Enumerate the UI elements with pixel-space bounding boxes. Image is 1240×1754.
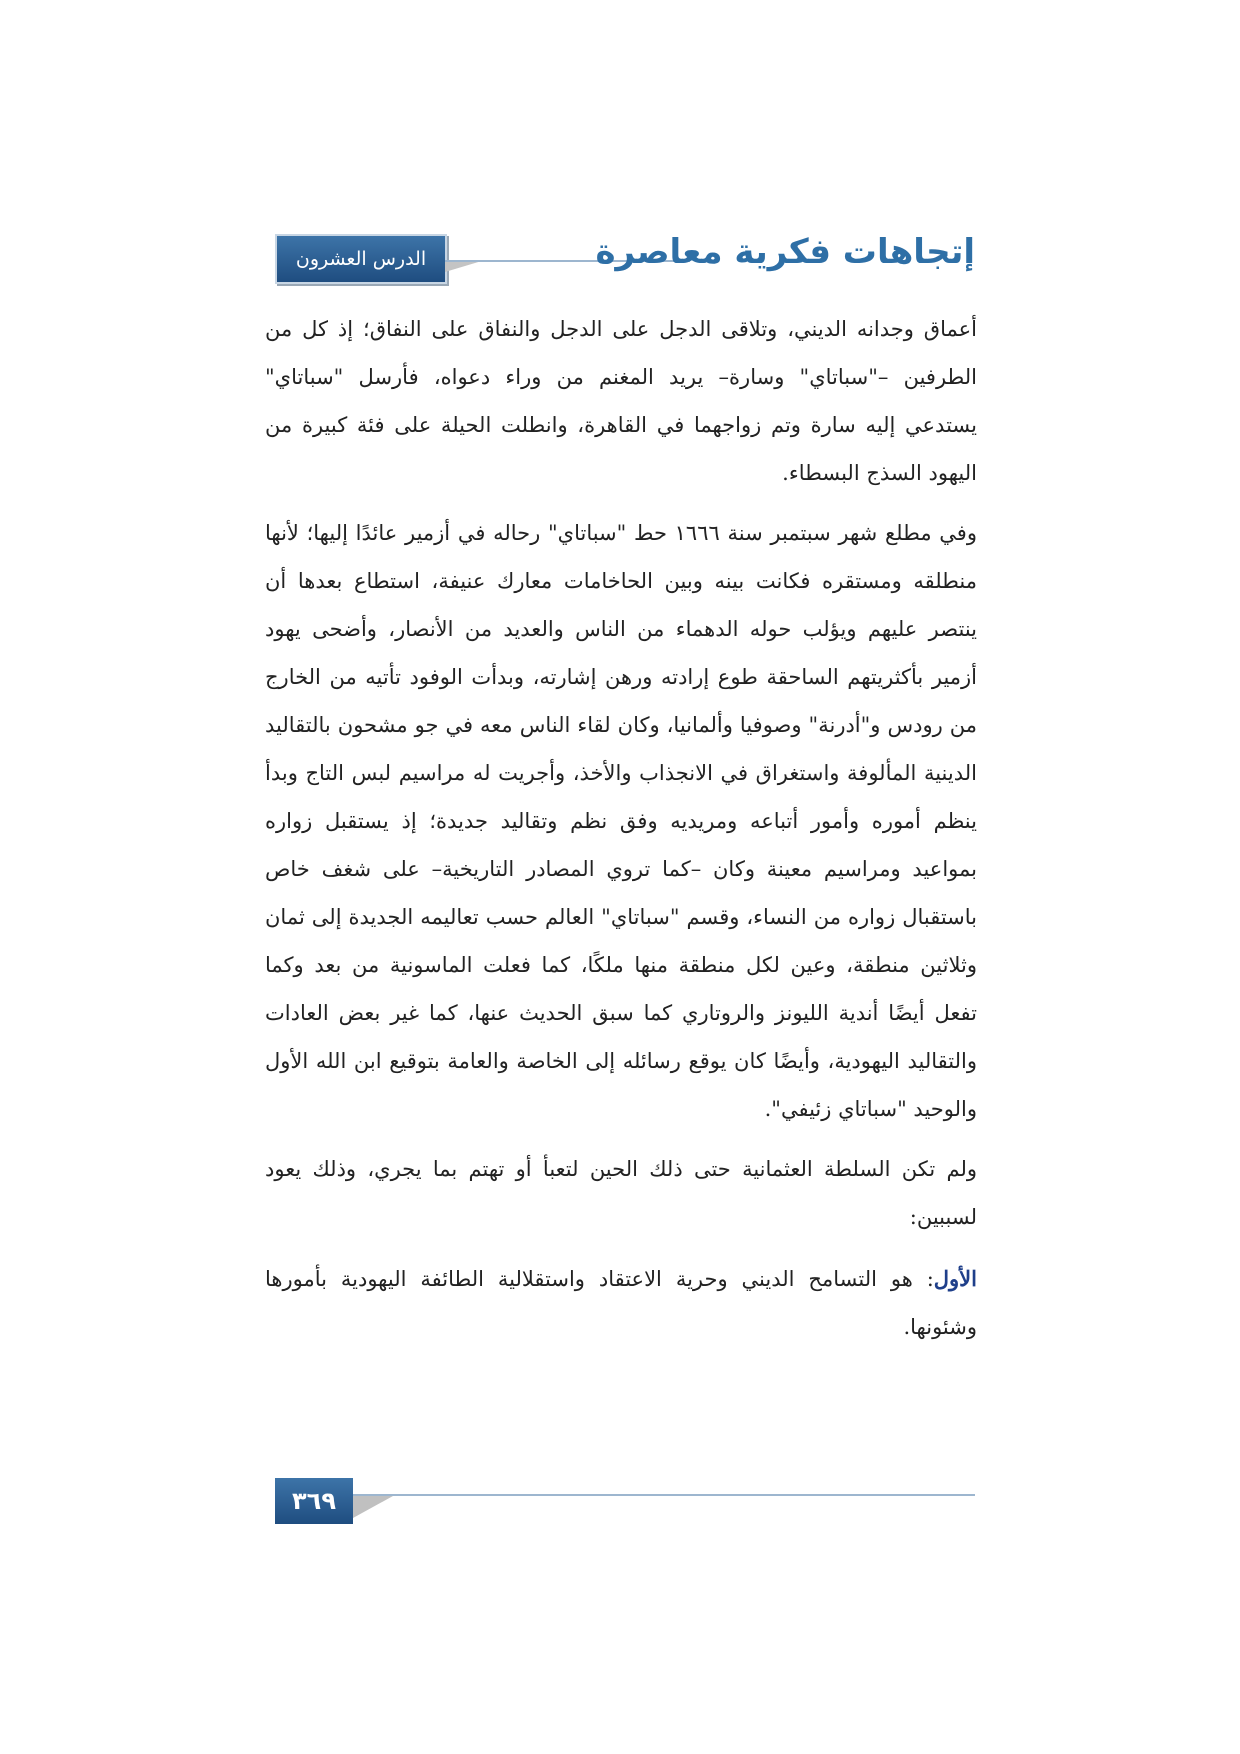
body-text: [265, 305, 977, 1363]
page-number: ٣٦٩: [275, 1478, 353, 1524]
page-footer: [275, 1478, 975, 1528]
page-header: [265, 230, 975, 290]
first-reason: [265, 1255, 977, 1351]
first-reason-term: الأول: [933, 1266, 977, 1291]
footer-rule: [353, 1494, 975, 1496]
paragraph-3: ولم تكن السلطة العثمانية حتى ذلك الحين لتعبأ أو تهتم بما يجري، وذلك يعود لسببين:: [265, 1157, 977, 1229]
footer-rule-shadow: [353, 1496, 393, 1518]
paragraph-1: أعماق وجدانه الديني، وتلاقى الدجل على الدجل والنفاق على النفاق؛ إذ كل من الطرفين –"سباتاي" وسارة– يريد المغنم من وراء دعواه، فأرسل "سباتاي" يستدعي إليه سارة وتم زواجهما في القاهرة، وانطلت الحيلة على فئة كبيرة من اليهود السذج البسطاء.: [265, 317, 977, 485]
first-reason-text: : هو التسامح الديني وحرية الاعتقاد واستقلالية الطائفة اليهودية بأمورها وشئونها.: [265, 1267, 977, 1339]
lesson-badge: الدرس العشرون: [275, 234, 447, 284]
paragraph-2: وفي مطلع شهر سبتمبر سنة ١٦٦٦ حط "سباتاي" رحاله في أزمير عائدًا إليها؛ لأنها منطلقه ومستقره فكانت بينه وبين الحاخامات معارك عنيفة، استطاع بعدها أن ينتصر عليهم ويؤلب حوله الدهماء من الناس والعديد من الأنصار، وأضحى يهود أزمير بأكثريتهم الساحقة طوع إرادته ورهن إشارته، وبدأت الوفود تأتيه من الخارج من رودس و"أدرنة" وصوفيا وألمانيا، وكان لقاء الناس معه في جو مشحون بالتقاليد الدينية المألوفة واستغراق في الانجذاب والأخذ، وأجريت له مراسيم لبس التاج وبدأ ينظم أموره وأمور أتباعه ومريديه وفق نظم وتقاليد جديدة؛ إذ يستقبل زواره بمواعيد ومراسيم معينة وكان –كما تروي المصادر التاريخية– على شغف خاص باستقبال زواره من النساء، وقسم "سباتاي" العالم حسب تعاليمه الجديدة إلى ثمان وثلاثين منطقة، وعين لكل منطقة منها ملكًا، كما فعلت الماسونية من بعد وكما تفعل أيضًا أندية الليونز والروتاري كما سبق الحديث عنها، كما غير بعض العادات والتقاليد اليهودية، وأيضًا كان يوقع رسائله إلى الخاصة والعامة بتوقيع ابن الله الأول والوحيد "سباتاي زئيفي".: [265, 521, 977, 1121]
book-title: إتجاهات فكرية معاصرة: [595, 232, 975, 272]
